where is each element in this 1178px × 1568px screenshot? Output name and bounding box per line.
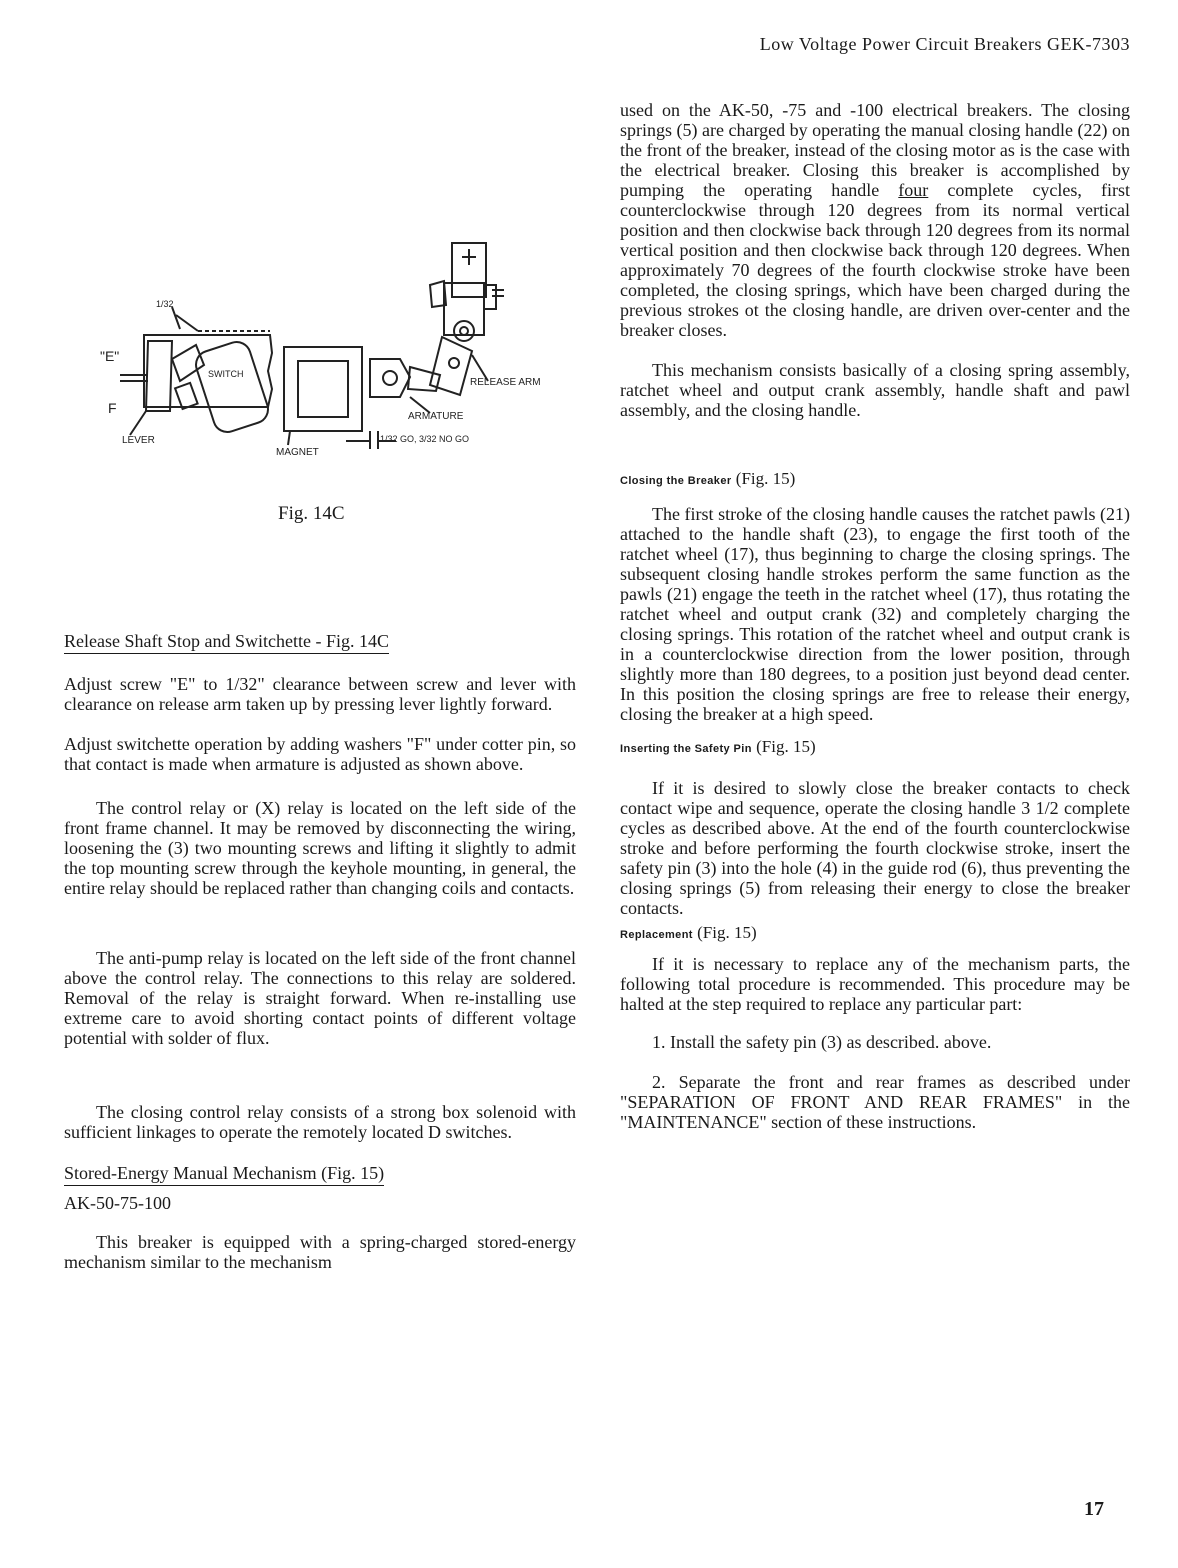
- safety-pin-ref: (Fig. 15): [756, 737, 816, 756]
- label-armature: ARMATURE: [408, 411, 464, 422]
- safety-pin-title: Inserting the Safety Pin: [620, 743, 752, 755]
- running-title: Low Voltage Power Circuit Breakers GEK-7303: [759, 34, 1130, 54]
- left-paragraph-3: The control relay or (X) relay is located on the left side of the front frame channel. It may be removed by disconnecting the wiring, loosening the (3) two mounting screws and lifting it slightly to admit the top mounting screw through the keyhole mounting, in general, the entire relay should be replaced rather than changing coils and contacts.: [64, 798, 576, 898]
- emphasis-four: four: [898, 180, 929, 200]
- page-number: 17: [1084, 1498, 1104, 1520]
- replacement-title: Replacement: [620, 929, 693, 941]
- right-paragraph-5: If it is necessary to replace any of the mechanism parts, the following total procedure is recommended. This procedure may be halted at the step required to replace any particular part:: [620, 954, 1130, 1014]
- replacement-ref: (Fig. 15): [697, 923, 757, 942]
- left-paragraph-4: The anti-pump relay is located on the left side of the front channel above the control relay. The connections to this relay are soldered. Removal of the relay is straight forward. When re-installing use extreme care to avoid shorting contact points of different voltage potential with solder of flux.: [64, 948, 576, 1048]
- release-shaft-heading: Release Shaft Stop and Switchette - Fig. 14C: [64, 630, 389, 654]
- figure-14c-drawing: [100, 235, 550, 465]
- magnet: [284, 347, 362, 431]
- label-fraction-top: 1/32: [156, 299, 174, 309]
- left-paragraph-5: The closing control relay consists of a strong box solenoid with sufficient linkages to operate the remotely located D switches.: [64, 1102, 576, 1142]
- label-lever: LEVER: [122, 435, 155, 446]
- right-paragraph-1-start: used on the AK-50, -75 and -100 electrical breakers. The closing springs (5) are charged by operating the manual closing handle (22) on the front of the breaker, instead of the closing motor as is the case with the electrical breaker. Closing this breaker is accomplished by pumping the operating handle: [620, 100, 1131, 200]
- left-paragraph-6: This breaker is equipped with a spring-charged stored-energy mechanism similar to the mechanism: [64, 1232, 576, 1272]
- right-paragraph-1: [620, 100, 1130, 340]
- right-paragraph-4: If it is desired to slowly close the breaker contacts to check contact wipe and sequence, operate the closing handle 3 1/2 complete cycles as described above. At the end of the fourth counterclockwise stroke and before performing the fourth clockwise stroke, insert the safety pin (3) into the hole (4) in the guide rod (6), thus preventing the closing springs (5) from releasing their energy to close the breaker contacts.: [620, 778, 1130, 918]
- stored-energy-heading: Stored-Energy Manual Mechanism (Fig. 15): [64, 1162, 384, 1186]
- list-item-1: 1. Install the safety pin (3) as described. above.: [652, 1032, 992, 1052]
- list-item-2: 2. Separate the front and rear frames as described under "SEPARATION OF FRONT AND REAR FRAMES" in the "MAINTENANCE" section of these instructions.: [620, 1072, 1130, 1132]
- closing-breaker-ref: (Fig. 15): [735, 469, 796, 488]
- label-release-arm: RELEASE ARM: [470, 377, 541, 388]
- pivot-circle: [454, 321, 474, 341]
- figure-caption: Fig. 14C: [278, 503, 345, 524]
- label-switch: SWITCH: [208, 369, 244, 379]
- figure-14c: [100, 235, 550, 465]
- armature: [370, 359, 410, 397]
- label-e: "E": [100, 348, 120, 364]
- label-f: F: [108, 400, 117, 416]
- label-gauge: 1/32 GO, 3/32 NO GO: [380, 434, 470, 444]
- label-magnet: MAGNET: [276, 447, 319, 458]
- closing-breaker-title: Closing the Breaker: [620, 475, 732, 487]
- replacement-heading: [620, 922, 1130, 946]
- right-column: [620, 100, 1130, 1132]
- left-column: [64, 630, 576, 1272]
- left-paragraph-2: Adjust switchette operation by adding washers "F" under cotter pin, so that contact is made when armature is adjusted as shown above.: [64, 734, 576, 774]
- stored-energy-subheading: AK-50-75-100: [64, 1193, 171, 1213]
- right-paragraph-1-rest: complete cycles, first counterclockwise through 120 degrees from its normal vertical position and then clockwise back through 120 degrees from its normal vertical position and then clockwise back through 120 degrees. When approximately 70 degrees of the fourth clockwise stroke have been completed, the closing springs, which have been charged during the previous strokes ot the closing handle, are driven over-center and the breaker closes.: [620, 180, 1130, 340]
- left-paragraph-1: Adjust screw "E" to 1/32" clearance between screw and lever with clearance on release arm taken up by pressing lever lightly forward.: [64, 674, 576, 714]
- switch-body: [192, 338, 271, 435]
- safety-pin-heading: [620, 736, 1130, 760]
- right-paragraph-2: This mechanism consists basically of a closing spring assembly, ratchet wheel and output crank assembly, handle shaft and pawl assembly, and the closing handle.: [620, 360, 1130, 420]
- right-paragraph-3: The first stroke of the closing handle causes the ratchet pawls (21) attached to the handle shaft (23), to engage the first tooth of the ratchet wheel (17), thus beginning to charge the closing springs. The subsequent closing handle strokes perform the same function as the pawls (21) engage the teeth in the ratchet wheel (17), thus rotating the ratchet wheel and output crank (32) and completely charging the closing springs. This rotation of the ratchet wheel and output crank is in a counterclockwise direction from the lower position, through slightly more than 180 degrees, to a position just beyond dead center. In this position the closing springs are free to release their energy, closing the breaker at a high speed.: [620, 504, 1130, 724]
- magnet-core: [298, 361, 348, 417]
- closing-breaker-heading: [620, 468, 1130, 492]
